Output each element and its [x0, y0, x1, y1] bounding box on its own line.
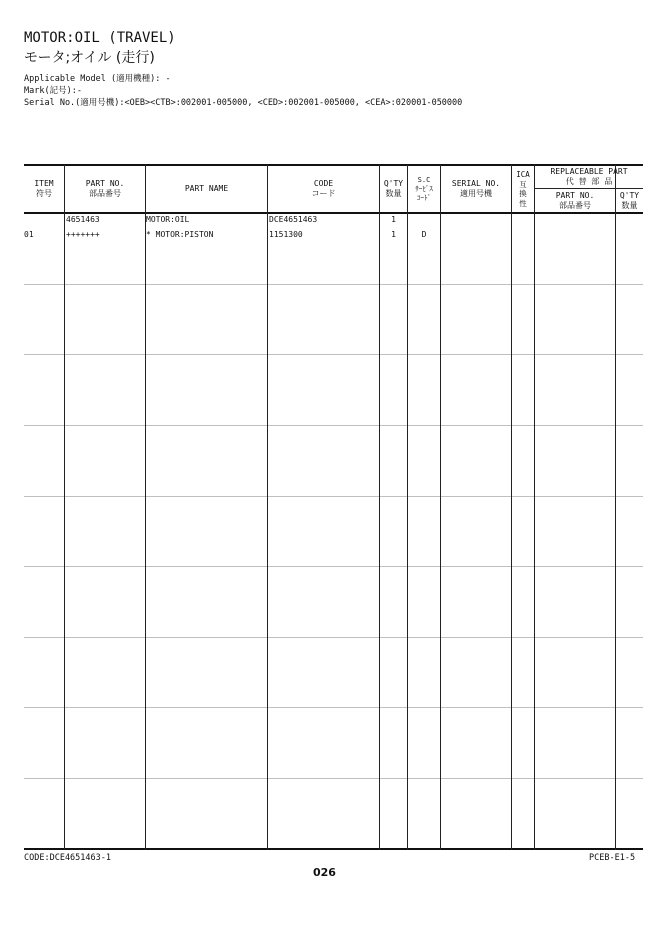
row-1-part-name: MOTOR:OIL: [146, 215, 190, 224]
header-qty: Q'TY 数量: [383, 179, 404, 198]
header-part-name: PART NAME: [184, 184, 229, 193]
document-title-en: MOTOR:OIL (TRAVEL): [24, 30, 176, 46]
header-repl-qty: Q'TY 数量: [619, 190, 640, 210]
table-bottom-border: [24, 848, 643, 850]
row-1-code: DCE4651463: [269, 215, 318, 224]
row-1-qty: 1: [391, 215, 396, 224]
footer-reference: PCEB-E1-5: [589, 853, 636, 863]
header-replaceable-part: REPLACEABLE PART 代 替 部 品: [550, 167, 628, 186]
page-number: 026: [313, 866, 336, 879]
row-divider: [24, 778, 643, 779]
row-2-part-name: * MOTOR:PISTON: [146, 230, 214, 239]
row-divider: [24, 637, 643, 638]
column-divider: [267, 164, 268, 850]
column-divider: [511, 164, 512, 850]
row-2-item: 01: [24, 230, 34, 239]
footer-code: CODE:DCE4651463-1: [24, 853, 111, 863]
row-2-code: 1151300: [269, 230, 303, 239]
row-divider: [24, 425, 643, 426]
column-divider: [64, 164, 65, 850]
row-divider: [24, 707, 643, 708]
parts-table: [24, 164, 643, 850]
row-divider: [24, 284, 643, 285]
serial-range: Serial No.(適用号機):<OEB><CTB>:002001-005000, <CED>:002001-005000, <CEA>:020001-050000: [24, 98, 463, 108]
row-divider: [24, 496, 643, 497]
document-title-jp: モータ;オイル (走行): [24, 50, 155, 66]
mark: Mark(記号):-: [24, 86, 82, 96]
header-code: CODE コード: [311, 179, 336, 198]
header-bottom-border: [24, 212, 643, 214]
column-divider: [379, 164, 380, 850]
row-2-qty: 1: [391, 230, 396, 239]
column-divider: [145, 164, 146, 850]
header-part-no: PART NO. 部品番号: [85, 179, 125, 198]
column-divider: [534, 164, 535, 850]
row-divider: [24, 566, 643, 567]
header-service-code: S.C ｻｰﾋﾞｽ ｺｰﾄﾞ: [415, 175, 433, 202]
header-repl-part-no: PART NO. 部品番号: [555, 190, 595, 210]
header-serial-no: SERIAL NO. 適用号機: [451, 179, 501, 198]
header-item: ITEM 符号: [34, 179, 54, 198]
row-2-part-no: +++++++: [66, 230, 100, 239]
applicable-model: Applicable Model (適用機種): -: [24, 74, 171, 84]
row-divider: [24, 354, 643, 355]
column-divider: [615, 164, 616, 850]
header-interchangeability: ICA 互 換 性: [516, 170, 530, 208]
column-divider: [440, 164, 441, 850]
row-2-service-code: D: [421, 230, 427, 239]
row-1-part-no: 4651463: [66, 215, 100, 224]
column-divider: [407, 164, 408, 850]
